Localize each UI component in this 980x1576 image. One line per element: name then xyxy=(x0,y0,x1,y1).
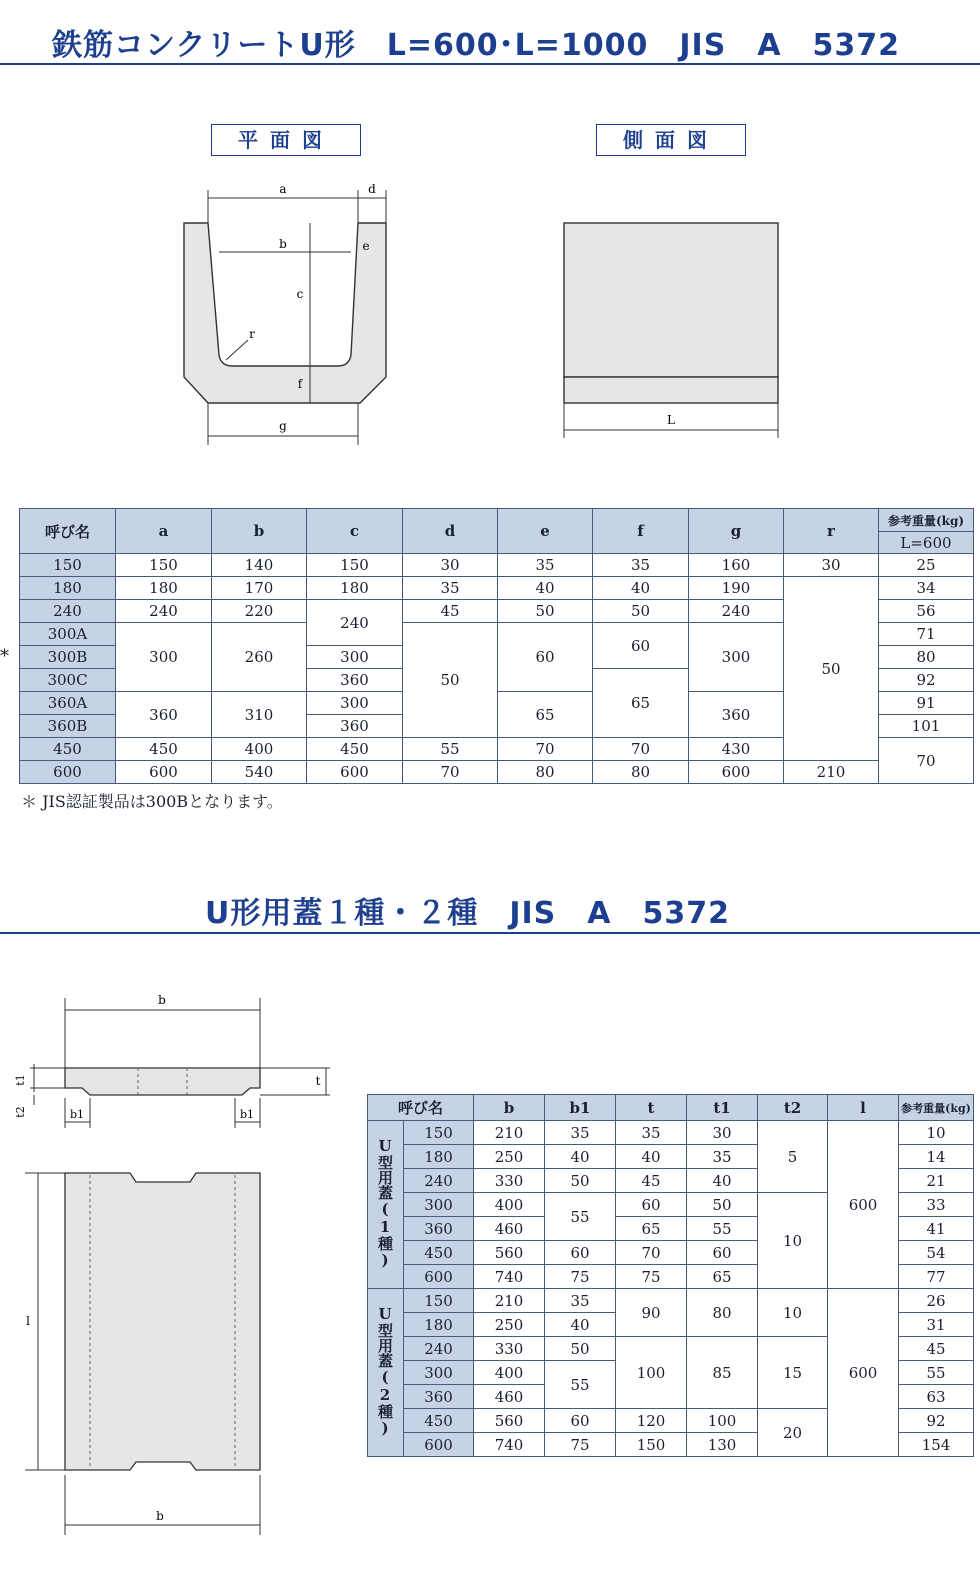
table-cell: 360 xyxy=(404,1385,474,1409)
table-cell: 100 xyxy=(616,1337,687,1409)
table-cell: 600 xyxy=(404,1433,474,1457)
table-cell: 150 xyxy=(616,1433,687,1457)
table-cell: 310 xyxy=(212,692,307,738)
table-cell: 92 xyxy=(899,1409,974,1433)
table-cell: 150 xyxy=(404,1289,474,1313)
dim-c: c xyxy=(296,287,304,301)
lid-dim-t2: t2 xyxy=(14,1106,27,1118)
table-cell: 10 xyxy=(758,1193,828,1289)
table-cell: 60 xyxy=(545,1409,616,1433)
table-cell: 91 xyxy=(879,692,974,715)
row-name: 300A xyxy=(20,623,116,646)
table-cell: 20 xyxy=(758,1409,828,1457)
table-cell: 560 xyxy=(474,1241,545,1265)
table-cell: 210 xyxy=(474,1289,545,1313)
table-cell: 35 xyxy=(593,554,689,577)
th-f: f xyxy=(593,509,689,554)
table-cell: 600 xyxy=(689,761,784,784)
section2-rule xyxy=(0,932,980,934)
row-name: 450 xyxy=(20,738,116,761)
table-cell: 55 xyxy=(899,1361,974,1385)
table-cell: 100 xyxy=(687,1409,758,1433)
table-cell: 250 xyxy=(474,1313,545,1337)
table-cell: 60 xyxy=(687,1241,758,1265)
table-cell: 450 xyxy=(307,738,403,761)
table-cell: 40 xyxy=(687,1169,758,1193)
row-name: 180 xyxy=(20,577,116,600)
dim-a: a xyxy=(279,182,287,196)
table-cell: 300 xyxy=(689,623,784,692)
table-cell: 400 xyxy=(212,738,307,761)
lid-section-drawing xyxy=(10,990,340,1140)
table-cell: 560 xyxy=(474,1409,545,1433)
lid-th-t1: t1 xyxy=(687,1095,758,1121)
lid-dim-b-bottom: b xyxy=(156,1509,164,1523)
table-cell: 190 xyxy=(689,577,784,600)
table-cell: 65 xyxy=(687,1265,758,1289)
table-cell: 65 xyxy=(593,669,689,738)
table-cell: 300 xyxy=(307,692,403,715)
table-cell: 600 xyxy=(828,1121,899,1289)
table-cell: 180 xyxy=(116,577,212,600)
table-cell: 210 xyxy=(474,1121,545,1145)
table-cell: 31 xyxy=(899,1313,974,1337)
table-cell: 30 xyxy=(784,554,879,577)
table-cell: 120 xyxy=(616,1409,687,1433)
table-cell: 55 xyxy=(545,1361,616,1409)
table-cell: 260 xyxy=(212,623,307,692)
table-cell: 56 xyxy=(879,600,974,623)
lid-th-t: t xyxy=(616,1095,687,1121)
table-cell: 180 xyxy=(404,1313,474,1337)
dim-L: L xyxy=(667,413,675,427)
lid-th-name: 呼び名 xyxy=(368,1095,474,1121)
group2-label: U型用蓋(2種) xyxy=(368,1289,404,1457)
table-cell: 30 xyxy=(687,1121,758,1145)
table-cell: 10 xyxy=(899,1121,974,1145)
table-cell: 70 xyxy=(498,738,593,761)
table-cell: 77 xyxy=(899,1265,974,1289)
row-name: 240 xyxy=(20,600,116,623)
table-cell: 55 xyxy=(545,1193,616,1241)
table-cell: 14 xyxy=(899,1145,974,1169)
lid-dim-b1-right: b1 xyxy=(239,1108,255,1121)
table-cell: 55 xyxy=(687,1217,758,1241)
th-c: c xyxy=(307,509,403,554)
table-cell: 101 xyxy=(879,715,974,738)
table-cell: 300 xyxy=(307,646,403,669)
row-name: 360B xyxy=(20,715,116,738)
table-cell: 70 xyxy=(616,1241,687,1265)
table-cell: 60 xyxy=(616,1193,687,1217)
table-cell: 430 xyxy=(689,738,784,761)
jis-note: ＊ JIS認証製品は300Bとなります。 xyxy=(21,792,283,811)
table-cell: 50 xyxy=(403,623,498,738)
table-cell: 10 xyxy=(758,1289,828,1337)
table-cell: 600 xyxy=(307,761,403,784)
table-cell: 45 xyxy=(403,600,498,623)
table-cell: 75 xyxy=(545,1433,616,1457)
table-cell: 360 xyxy=(404,1217,474,1241)
table-cell: 40 xyxy=(545,1145,616,1169)
table-cell: 40 xyxy=(498,577,593,600)
th-name: 呼び名 xyxy=(20,509,116,554)
table-cell: 150 xyxy=(116,554,212,577)
table-cell: 45 xyxy=(899,1337,974,1361)
table-cell: 450 xyxy=(404,1409,474,1433)
lid-th-b1: b1 xyxy=(545,1095,616,1121)
lid-plan-drawing xyxy=(10,1140,280,1560)
table-cell: 55 xyxy=(403,738,498,761)
table-cell: 70 xyxy=(593,738,689,761)
table-cell: 21 xyxy=(899,1169,974,1193)
table-cell: 63 xyxy=(899,1385,974,1409)
table-cell: 460 xyxy=(474,1385,545,1409)
lid-th-l: l xyxy=(828,1095,899,1121)
table-cell: 180 xyxy=(404,1145,474,1169)
table-cell: 50 xyxy=(498,600,593,623)
table-cell: 170 xyxy=(212,577,307,600)
table-cell: 60 xyxy=(545,1241,616,1265)
table-cell: 80 xyxy=(593,761,689,784)
table-cell: 740 xyxy=(474,1433,545,1457)
lid-th-t2: t2 xyxy=(758,1095,828,1121)
table-cell: 85 xyxy=(687,1337,758,1409)
table-cell: 330 xyxy=(474,1337,545,1361)
dim-d: d xyxy=(368,182,376,196)
table-cell: 35 xyxy=(545,1289,616,1313)
table-cell: 180 xyxy=(307,577,403,600)
table-cell: 600 xyxy=(116,761,212,784)
table-cell: 130 xyxy=(687,1433,758,1457)
table-cell: 240 xyxy=(404,1337,474,1361)
th-a: a xyxy=(116,509,212,554)
row-name: 300B xyxy=(20,646,116,669)
table-cell: 150 xyxy=(307,554,403,577)
table-cell: 75 xyxy=(545,1265,616,1289)
dim-g: g xyxy=(279,419,287,433)
table-cell: 35 xyxy=(616,1121,687,1145)
table-cell: 460 xyxy=(474,1217,545,1241)
table-cell: 240 xyxy=(689,600,784,623)
lid-spec-table xyxy=(367,1094,974,1457)
th-d: d xyxy=(403,509,498,554)
table-cell: 80 xyxy=(879,646,974,669)
table-cell: 400 xyxy=(474,1193,545,1217)
table-cell: 240 xyxy=(404,1169,474,1193)
table-cell: 70 xyxy=(403,761,498,784)
table-cell: 92 xyxy=(879,669,974,692)
th-r: r xyxy=(784,509,879,554)
table-cell: 50 xyxy=(545,1169,616,1193)
row-name: 300C xyxy=(20,669,116,692)
plan-view-label: 平面図 xyxy=(211,124,361,156)
table-cell: 150 xyxy=(404,1121,474,1145)
table-cell: 70 xyxy=(879,738,974,784)
table-cell: 400 xyxy=(474,1361,545,1385)
table-cell: 450 xyxy=(404,1241,474,1265)
table-cell: 33 xyxy=(899,1193,974,1217)
table-cell: 540 xyxy=(212,761,307,784)
table-cell: 26 xyxy=(899,1289,974,1313)
table-cell: 250 xyxy=(474,1145,545,1169)
table-cell: 35 xyxy=(498,554,593,577)
dim-b: b xyxy=(279,237,287,251)
lid-dim-b1-left: b1 xyxy=(69,1108,85,1121)
table-cell: 34 xyxy=(879,577,974,600)
table-cell: 40 xyxy=(593,577,689,600)
table-cell: 5 xyxy=(758,1121,828,1193)
table-cell: 35 xyxy=(545,1121,616,1145)
table-cell: 50 xyxy=(545,1337,616,1361)
table-cell: 30 xyxy=(403,554,498,577)
table-cell: 360 xyxy=(689,692,784,738)
table-cell: 330 xyxy=(474,1169,545,1193)
table-cell: 220 xyxy=(212,600,307,623)
table-cell: 600 xyxy=(404,1265,474,1289)
table-cell: 740 xyxy=(474,1265,545,1289)
dim-f: f xyxy=(297,377,303,391)
table-cell: 210 xyxy=(784,761,879,784)
table-cell: 50 xyxy=(687,1193,758,1217)
table-cell: 360 xyxy=(307,669,403,692)
th-weight-l600: L=600 xyxy=(879,532,974,554)
table-cell: 60 xyxy=(593,623,689,669)
table-cell: 50 xyxy=(593,600,689,623)
section2-title: U形用蓋１種・２種 JIS A 5372 xyxy=(205,896,731,931)
table-cell: 71 xyxy=(879,623,974,646)
th-e: e xyxy=(498,509,593,554)
table-cell: 240 xyxy=(116,600,212,623)
section1-title: 鉄筋コンクリートU形 L=600･L=1000 JIS A 5372 xyxy=(52,28,901,63)
section1-rule xyxy=(0,63,980,65)
table-cell: 60 xyxy=(498,623,593,692)
table-cell: 45 xyxy=(616,1169,687,1193)
table-cell: 54 xyxy=(899,1241,974,1265)
lid-th-b: b xyxy=(474,1095,545,1121)
th-weight: 参考重量(kg) xyxy=(879,509,974,532)
table-cell: 360 xyxy=(307,715,403,738)
table-cell: 360 xyxy=(116,692,212,738)
table-cell: 25 xyxy=(879,554,974,577)
table-cell: 35 xyxy=(403,577,498,600)
row-name: 360A xyxy=(20,692,116,715)
row-name: 600 xyxy=(20,761,116,784)
dim-e: e xyxy=(362,239,370,253)
lid-dim-l: l xyxy=(26,1314,30,1328)
lid-dim-t1: t1 xyxy=(14,1074,27,1086)
side-view-label: 側面図 xyxy=(596,124,746,156)
u-channel-side-drawing xyxy=(560,220,785,445)
table-cell: 40 xyxy=(616,1145,687,1169)
table-cell: 300 xyxy=(404,1193,474,1217)
table-cell: 50 xyxy=(784,577,879,761)
u-channel-spec-table xyxy=(19,508,974,784)
table-cell: 154 xyxy=(899,1433,974,1457)
table-cell: 65 xyxy=(616,1217,687,1241)
table-cell: 240 xyxy=(307,600,403,646)
lid-th-weight: 参考重量(kg) xyxy=(899,1095,974,1121)
table-cell: 160 xyxy=(689,554,784,577)
table-cell: 65 xyxy=(498,692,593,738)
table-cell: 90 xyxy=(616,1289,687,1337)
th-g: g xyxy=(689,509,784,554)
table-cell: 15 xyxy=(758,1337,828,1409)
th-b: b xyxy=(212,509,307,554)
table-cell: 140 xyxy=(212,554,307,577)
table-cell: 40 xyxy=(545,1313,616,1337)
table-cell: 300 xyxy=(404,1361,474,1385)
group1-label: U型用蓋(1種) xyxy=(368,1121,404,1289)
row-name: 150 xyxy=(20,554,116,577)
table-cell: 450 xyxy=(116,738,212,761)
table-cell: 300 xyxy=(116,623,212,692)
table-cell: 35 xyxy=(687,1145,758,1169)
table-cell: 41 xyxy=(899,1217,974,1241)
u-channel-plan-drawing xyxy=(170,170,400,450)
asterisk-marker: * xyxy=(0,646,9,667)
lid-dim-b: b xyxy=(158,993,166,1007)
lid-dim-t: t xyxy=(315,1074,321,1088)
table-cell: 80 xyxy=(498,761,593,784)
table-cell: 80 xyxy=(687,1289,758,1337)
dim-r: r xyxy=(249,327,255,341)
table-cell: 600 xyxy=(828,1289,899,1457)
table-cell: 75 xyxy=(616,1265,687,1289)
